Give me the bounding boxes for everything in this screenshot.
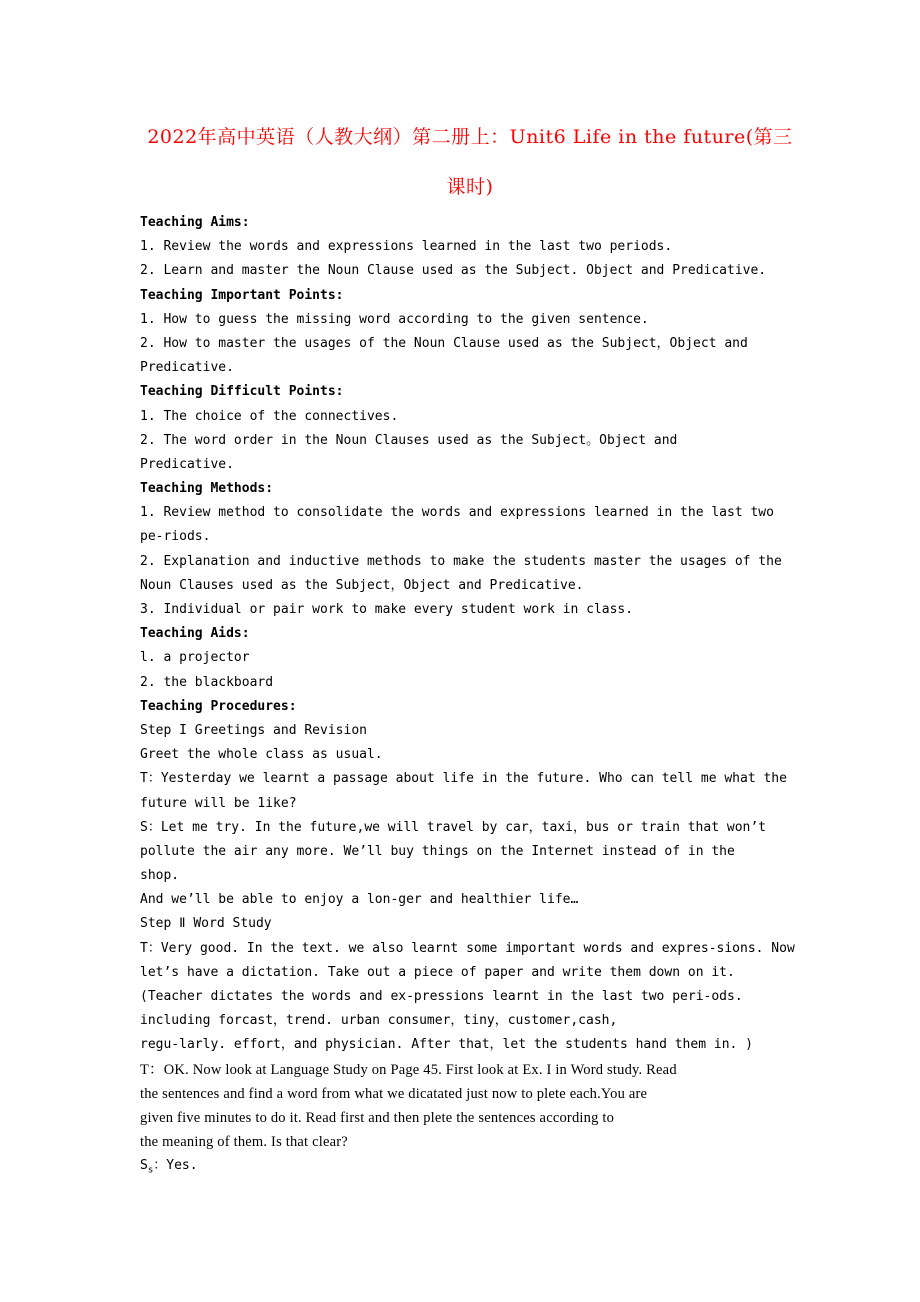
doc-line: 2. Explanation and inductive methods to make the students master the usages of the xyxy=(140,553,782,569)
doc-line: T：Very good. In the text. we also learnt some important words and expres-sions. Now xyxy=(140,940,795,956)
doc-line: regu-larly. effort，and physician. After that，let the students hand them in. ) xyxy=(140,1037,753,1053)
doc-line: Teaching Difficult Points: xyxy=(140,384,344,400)
doc-line: given five minutes to do it. Read first and then plete the sentences according to xyxy=(140,1109,615,1126)
doc-line: Teaching Methods: xyxy=(140,481,274,497)
doc-line: shop. xyxy=(140,868,180,884)
doc-line: $S_s$：Yes. xyxy=(140,1158,198,1176)
doc-line: Step Ⅱ Word Study xyxy=(140,916,272,932)
doc-line: (Teacher dictates the words and ex-pressions learnt in the last two peri-ods. xyxy=(140,989,743,1004)
doc-line: 2. the blackboard xyxy=(140,674,274,690)
doc-line: Teaching Procedures: xyxy=(140,698,297,714)
doc-line: Noun Clauses used as the Subject，Object and Predicative. xyxy=(140,577,584,593)
doc-line: Teaching Aims: xyxy=(140,215,250,230)
doc-line: 1. The choice of the connectives. xyxy=(140,408,399,424)
document-title-line-1: 2022年高中英语（人教大纲）第二册上：Unit6 Life in the future(第三 xyxy=(147,126,793,148)
doc-line: Predicative. xyxy=(140,456,234,472)
doc-line: Teaching Aids: xyxy=(140,626,250,642)
doc-line: the sentences and find a word from what we dicatated just now to plete each.You are xyxy=(140,1085,648,1102)
doc-line: T：OK. Now look at Language Study on Page 45. First look at Ex. I in Word study. Read xyxy=(140,1061,677,1078)
doc-line: Predicative. xyxy=(140,360,234,376)
document-title xyxy=(120,112,820,212)
doc-line: l. a projector xyxy=(140,650,250,666)
doc-line: 2. Learn and master the Noun Clause used as the Subject. Object and Predicative. xyxy=(140,263,767,279)
doc-line: future will be 1ike? xyxy=(140,795,297,811)
doc-line: let’s have a dictation. Take out a piece of paper and write them down on it. xyxy=(140,964,735,980)
doc-line: 1. Review the words and expressions learned in the last two periods. xyxy=(140,239,673,255)
doc-line: T：Yesterday we learnt a passage about life in the future. Who can tell me what the xyxy=(140,771,787,787)
doc-line: S：Let me try. In the future,we will travel by car，taxi，bus or train that won’t xyxy=(140,819,766,835)
doc-line: Teaching Important Points: xyxy=(140,287,344,303)
doc-line: 2. How to master the usages of the Noun Clause used as the Subject，Object and xyxy=(140,335,748,351)
doc-line: 3. Individual or pair work to make every student work in class. xyxy=(140,602,634,617)
doc-line: 2. The word order in the Noun Clauses used as the Subject。Object and xyxy=(140,432,678,448)
document-title-line-2: 课时) xyxy=(446,176,494,198)
doc-line: pollute the air any more. We’ll buy things on the Internet instead of in the xyxy=(140,843,735,859)
doc-line: including forcast，trend. urban consumer，tiny，customer,cash, xyxy=(140,1013,618,1029)
doc-line: Greet the whole class as usual. xyxy=(140,747,383,763)
doc-line: Step I Greetings and Revision xyxy=(140,722,367,738)
doc-line: 1. Review method to consolidate the words and expressions learned in the last two xyxy=(140,505,774,521)
doc-line: pe-riods. xyxy=(140,529,211,545)
doc-line: the meaning of them. Is that clear? xyxy=(140,1134,348,1151)
subscript-text: s xyxy=(147,1165,154,1176)
doc-line: And we’ll be able to enjoy a lon-ger and healthier life… xyxy=(140,892,579,908)
document-body xyxy=(140,211,830,1179)
doc-line: 1. How to guess the missing word according to the given sentence. xyxy=(140,311,649,327)
